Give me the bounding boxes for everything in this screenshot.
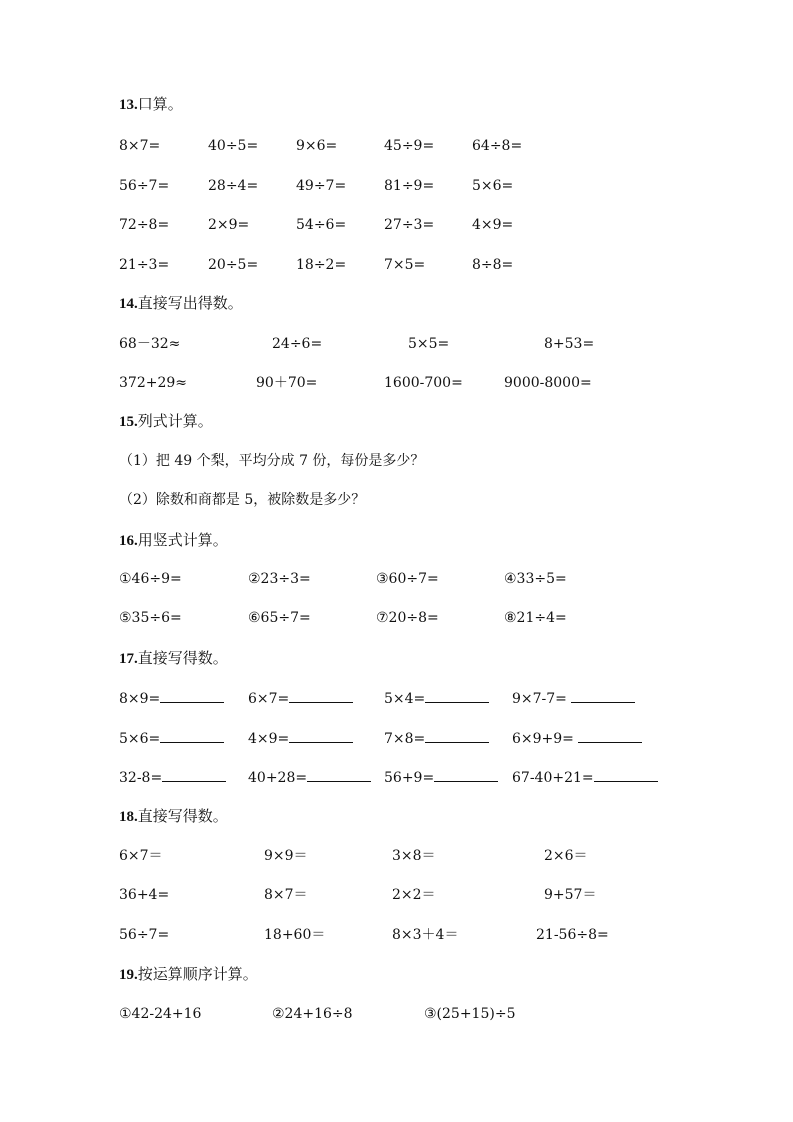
q18-heading xyxy=(119,808,228,826)
q17-item xyxy=(248,769,371,786)
q17-item xyxy=(512,769,658,786)
q19-item: ③(25+15)÷5 xyxy=(424,1006,516,1022)
q17-expression: 9×7-7= xyxy=(512,691,572,707)
q18-item: 8×3＋4＝ xyxy=(392,927,459,943)
q17-expression: 6×9+9= xyxy=(512,731,579,747)
q14-title: 直接写出得数。 xyxy=(137,294,243,312)
q17-title: 直接写得数。 xyxy=(137,649,228,667)
q16-item: ①46÷9= xyxy=(119,571,182,587)
q16-item: ⑦20÷8= xyxy=(376,610,439,626)
q17-number: 17. xyxy=(119,651,138,667)
q16-item: ⑧21÷4= xyxy=(504,610,567,626)
q16-item: ④33÷5= xyxy=(504,571,567,587)
q14-item: 372+29≈ xyxy=(119,375,187,391)
q13-heading xyxy=(119,96,183,114)
q17-expression: 7×8= xyxy=(384,731,426,747)
answer-blank[interactable] xyxy=(289,730,353,743)
answer-blank[interactable] xyxy=(571,690,635,703)
q17-item xyxy=(384,730,489,747)
q18-item: 8×7＝ xyxy=(264,887,308,903)
answer-blank[interactable] xyxy=(425,690,489,703)
q16-heading xyxy=(119,532,228,550)
q17-item xyxy=(384,690,489,707)
q14-heading xyxy=(119,295,243,313)
q16-item: ②23÷3= xyxy=(248,571,311,587)
q14-item: 1600-700= xyxy=(384,375,463,391)
q13-number: 13. xyxy=(119,97,138,113)
q13-item: 2×9= xyxy=(208,217,250,233)
q17-item xyxy=(119,769,226,786)
q17-expression: 8×9= xyxy=(119,691,161,707)
answer-blank[interactable] xyxy=(307,769,371,782)
q16-item: ⑥65÷7= xyxy=(248,610,311,626)
q13-item: 54÷6= xyxy=(296,217,347,233)
q18-item: 9×9＝ xyxy=(264,848,308,864)
q15-number: 15. xyxy=(119,414,138,430)
q15-item: （2）除数和商都是 5，被除数是多少？ xyxy=(119,492,366,508)
q17-item xyxy=(512,690,635,707)
answer-blank[interactable] xyxy=(162,769,226,782)
q17-expression: 56+9= xyxy=(384,770,435,786)
q18-item: 21-56÷8= xyxy=(536,927,609,943)
q13-item: 5×6= xyxy=(472,178,514,194)
q17-item xyxy=(248,690,353,707)
q18-item: 9+57＝ xyxy=(544,887,597,903)
q15-item: （1）把 49 个梨，平均分成 7 份，每份是多少？ xyxy=(119,453,425,469)
q14-number: 14. xyxy=(119,296,138,312)
q18-item: 2×2＝ xyxy=(392,887,436,903)
q17-item xyxy=(119,690,224,707)
q17-expression: 67-40+21= xyxy=(512,770,594,786)
q17-heading xyxy=(119,650,228,668)
q14-item: 8+53= xyxy=(544,336,595,352)
q13-item: 4×9= xyxy=(472,217,514,233)
answer-blank[interactable] xyxy=(594,769,658,782)
q13-item: 7×5= xyxy=(384,257,426,273)
q13-item: 9×6= xyxy=(296,138,338,154)
q14-item: 9000-8000= xyxy=(504,375,592,391)
q14-item: 90＋70= xyxy=(256,375,318,391)
q18-title: 直接写得数。 xyxy=(137,807,228,825)
q17-item xyxy=(248,730,353,747)
q19-heading xyxy=(119,966,258,984)
q18-item: 3×8＝ xyxy=(392,848,436,864)
q13-item: 8×7= xyxy=(119,138,161,154)
q17-expression: 32-8= xyxy=(119,770,163,786)
q19-item: ②24+16÷8 xyxy=(272,1006,353,1022)
q13-item: 72÷8= xyxy=(119,217,170,233)
q18-number: 18. xyxy=(119,809,138,825)
q13-item: 45÷9= xyxy=(384,138,435,154)
q13-item: 21÷3= xyxy=(119,257,170,273)
q13-title: 口算。 xyxy=(137,95,183,113)
q15-heading xyxy=(119,413,213,431)
q17-item xyxy=(384,769,498,786)
q13-item: 20÷5= xyxy=(208,257,259,273)
q13-item: 81÷9= xyxy=(384,178,435,194)
answer-blank[interactable] xyxy=(578,730,642,743)
q13-item: 8÷8= xyxy=(472,257,514,273)
q16-number: 16. xyxy=(119,533,138,549)
q17-item xyxy=(119,730,224,747)
q13-item: 49÷7= xyxy=(296,178,347,194)
q18-item: 18+60＝ xyxy=(264,927,326,943)
q19-number: 19. xyxy=(119,967,138,983)
q19-title: 按运算顺序计算。 xyxy=(137,965,258,983)
q13-item: 40÷5= xyxy=(208,138,259,154)
q13-item: 56÷7= xyxy=(119,178,170,194)
q17-expression: 6×7= xyxy=(248,691,290,707)
q16-item: ③60÷7= xyxy=(376,571,439,587)
q18-item: 6×7＝ xyxy=(119,848,163,864)
answer-blank[interactable] xyxy=(434,769,498,782)
q18-item: 36+4= xyxy=(119,887,170,903)
q14-item: 5×5= xyxy=(408,336,450,352)
answer-blank[interactable] xyxy=(425,730,489,743)
q16-item: ⑤35÷6= xyxy=(119,610,182,626)
answer-blank[interactable] xyxy=(160,690,224,703)
q17-expression: 4×9= xyxy=(248,731,290,747)
q13-item: 28÷4= xyxy=(208,178,259,194)
q17-expression: 5×6= xyxy=(119,731,161,747)
q13-item: 64÷8= xyxy=(472,138,523,154)
q15-title: 列式计算。 xyxy=(137,412,213,430)
answer-blank[interactable] xyxy=(289,690,353,703)
q17-item xyxy=(512,730,642,747)
q17-expression: 5×4= xyxy=(384,691,426,707)
q16-title: 用竖式计算。 xyxy=(137,531,228,549)
q14-item: 24÷6= xyxy=(272,336,323,352)
q19-item: ①42-24+16 xyxy=(119,1006,202,1022)
q18-item: 2×6＝ xyxy=(544,848,588,864)
answer-blank[interactable] xyxy=(160,730,224,743)
q13-item: 18÷2= xyxy=(296,257,347,273)
q14-item: 68－32≈ xyxy=(119,336,181,352)
q17-expression: 40+28= xyxy=(248,770,308,786)
q13-item: 27÷3= xyxy=(384,217,435,233)
q18-item: 56÷7= xyxy=(119,927,170,943)
